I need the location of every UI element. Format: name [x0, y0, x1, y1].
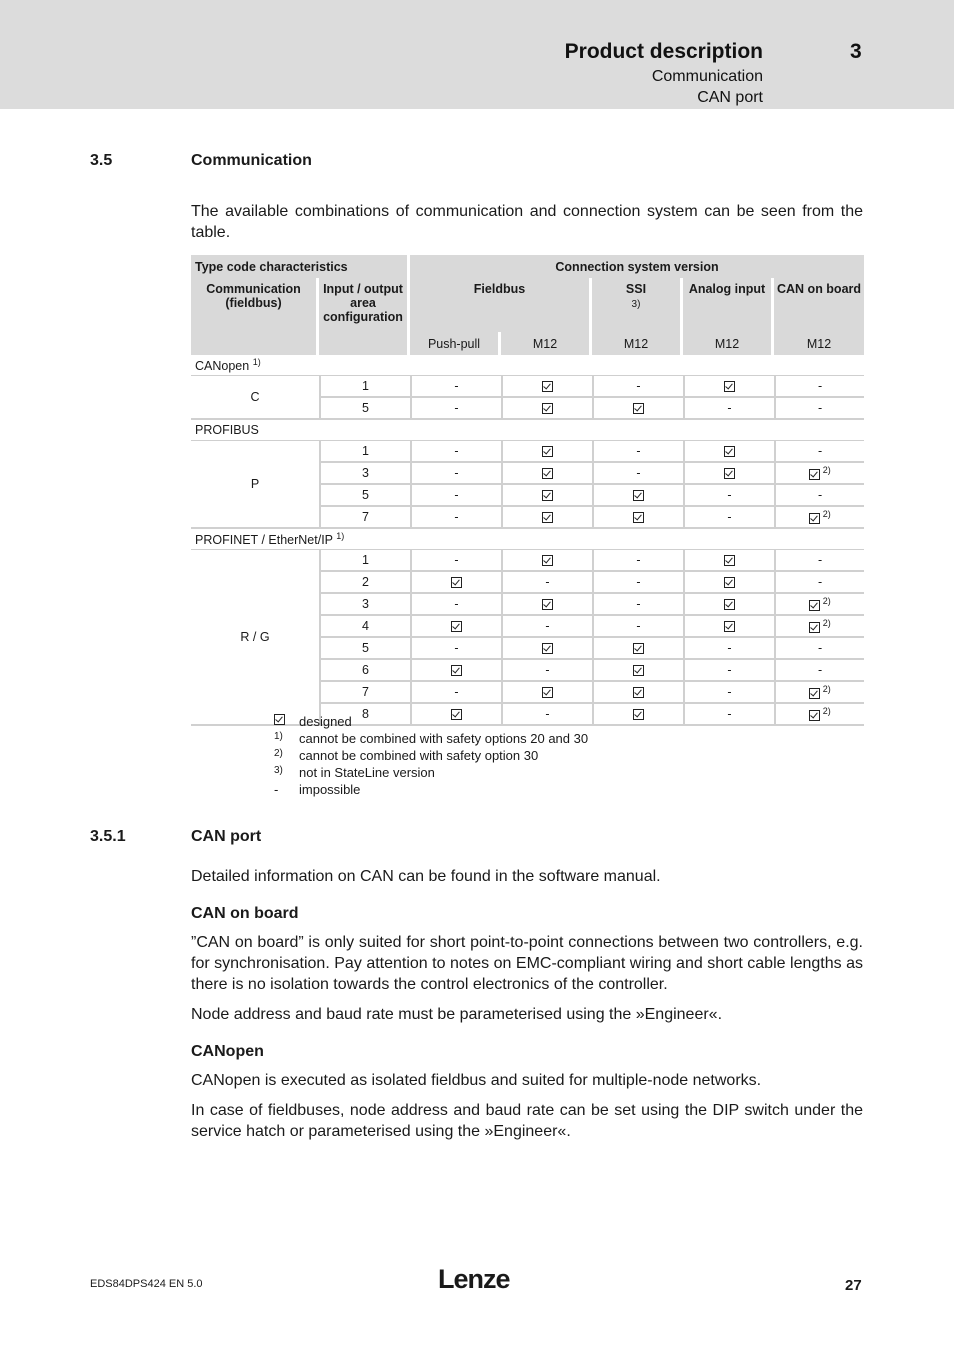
header-push-pull: Push-pull [410, 332, 501, 355]
cell: - [774, 572, 864, 594]
cell: - [410, 638, 501, 660]
cell [501, 398, 592, 420]
check-icon [542, 446, 553, 457]
check-icon [542, 599, 553, 610]
io-cell: 5 [319, 485, 410, 507]
header-spacer-io [319, 332, 410, 355]
cell: - [592, 572, 683, 594]
cell: - [501, 660, 592, 682]
header-band [0, 0, 954, 109]
cell: - [683, 398, 774, 420]
legend-check-icon [274, 714, 294, 725]
cell: - [592, 550, 683, 572]
cell: - [592, 376, 683, 398]
check-icon [724, 381, 735, 392]
cell [410, 704, 501, 726]
paragraph-can-info: Detailed information on CAN can be found in the software manual. [191, 868, 661, 885]
check-icon [809, 600, 820, 611]
paragraph-can-on-board: ”CAN on board” is only suited for short point-to-point connections between two controllers, e.g. for synchronisation. Pay attention to notes on EMC-compliant wiring and short cable lengths as there is no isolation towards the control electronics of the controller. [191, 934, 863, 993]
io-cell: 1 [319, 376, 410, 398]
group-profinet [191, 529, 864, 550]
header-connection-system: Connection system version [410, 255, 864, 278]
io-cell: 7 [319, 682, 410, 704]
cell: - [410, 594, 501, 616]
heading-can-on-board: CAN on board [191, 905, 299, 922]
header-m12-analog: M12 [683, 332, 774, 355]
cell: - [501, 616, 592, 638]
cell: - [774, 638, 864, 660]
cell: - [683, 682, 774, 704]
cell: - [410, 376, 501, 398]
cell: - [410, 398, 501, 420]
chapter-title: Product description [564, 40, 763, 63]
cell [501, 441, 592, 463]
cell: - [774, 441, 864, 463]
cell [410, 572, 501, 594]
check-icon [724, 599, 735, 610]
check-icon [451, 665, 462, 676]
cell: - [410, 507, 501, 529]
check-icon [633, 643, 644, 654]
io-cell: 3 [319, 463, 410, 485]
group-canopen-note: 1) [252, 356, 261, 367]
header-ssi-note: 3) [631, 299, 641, 310]
note-ref: 2) [820, 617, 831, 628]
note-ref: 2) [820, 683, 831, 694]
legend-symbol: - [274, 782, 279, 797]
header-ssi [592, 278, 683, 332]
cell [501, 682, 592, 704]
check-icon [542, 381, 553, 392]
cell [501, 376, 592, 398]
cell: - [683, 704, 774, 726]
header-analog-input: Analog input [683, 278, 774, 332]
check-icon [724, 468, 735, 479]
cell: - [774, 398, 864, 420]
cell [501, 550, 592, 572]
cell [592, 398, 683, 420]
check-icon [724, 577, 735, 588]
header-type-code: Type code characteristics [191, 255, 410, 278]
group-canopen-name: CANopen [195, 359, 250, 374]
legend-text: cannot be combined with safety option 30 [299, 748, 539, 763]
table-row [191, 441, 864, 463]
check-icon [633, 665, 644, 676]
check-icon [809, 513, 820, 524]
legend-symbol: 1) [274, 731, 283, 742]
check-icon [724, 555, 735, 566]
cell: - [592, 616, 683, 638]
cell: - [410, 485, 501, 507]
check-icon [633, 709, 644, 720]
io-cell: 5 [319, 638, 410, 660]
check-icon [633, 403, 644, 414]
cell: - [410, 682, 501, 704]
check-icon [542, 403, 553, 414]
chapter-number: 3 [850, 40, 862, 63]
cell [501, 638, 592, 660]
cell: - [592, 463, 683, 485]
section-number: 3.5 [90, 152, 113, 169]
cell: - [410, 441, 501, 463]
note-ref: 2) [820, 508, 831, 519]
header-m12-fieldbus: M12 [501, 332, 592, 355]
check-icon [542, 512, 553, 523]
group-profinet-note: 1) [336, 530, 345, 541]
cell: - [774, 550, 864, 572]
paragraph-canopen: CANopen is executed as isolated fieldbus and suited for multiple-node networks. [191, 1072, 762, 1089]
group-profinet-name: PROFINET / EtherNet/IP [195, 533, 333, 548]
cell: - [501, 704, 592, 726]
note-ref: 2) [820, 464, 831, 475]
check-icon [451, 709, 462, 720]
paragraph-fieldbus-dip: In case of fieldbuses, node address and baud rate can be set using the DIP switch under the service hatch or parameterised using the »Engineer«. [191, 1102, 863, 1140]
cell: - [501, 572, 592, 594]
cell: - [774, 660, 864, 682]
cell [683, 550, 774, 572]
subsection-number: 3.5.1 [90, 828, 126, 845]
io-cell: 6 [319, 660, 410, 682]
legend-text: designed [299, 714, 352, 729]
cell: - [592, 441, 683, 463]
check-icon [809, 469, 820, 480]
combination-table [191, 255, 864, 726]
check-icon [542, 490, 553, 501]
cell [774, 507, 864, 529]
legend-text: not in StateLine version [299, 765, 435, 780]
group-label-rg: R / G [191, 550, 319, 726]
check-icon [809, 710, 820, 721]
table-row [191, 376, 864, 398]
check-icon [451, 621, 462, 632]
cell [683, 572, 774, 594]
legend-symbol: 3) [274, 765, 283, 776]
cell: - [410, 463, 501, 485]
cell [592, 660, 683, 682]
header-subtitle-1: Communication [651, 68, 763, 85]
cell [410, 660, 501, 682]
cell [592, 638, 683, 660]
group-label-c: C [191, 376, 319, 420]
check-icon [542, 687, 553, 698]
section-intro: The available combinations of communication and connection system can be seen from the table. [191, 203, 863, 241]
header-can-on-board: CAN on board [774, 278, 864, 332]
cell: - [683, 660, 774, 682]
io-cell: 2 [319, 572, 410, 594]
cell [774, 682, 864, 704]
legend-text: cannot be combined with safety options 20 and 30 [299, 731, 589, 746]
cell [410, 616, 501, 638]
note-ref: 2) [820, 705, 831, 716]
header-io-config: Input / output area configuration [319, 278, 410, 332]
check-icon [724, 621, 735, 632]
check-icon [724, 446, 735, 457]
heading-canopen: CANopen [191, 1043, 264, 1060]
cell: - [683, 638, 774, 660]
cell: - [774, 376, 864, 398]
check-icon [633, 512, 644, 523]
legend-text: impossible [299, 782, 361, 797]
cell [501, 594, 592, 616]
io-cell: 1 [319, 441, 410, 463]
cell [774, 463, 864, 485]
check-icon [542, 555, 553, 566]
note-ref: 2) [820, 595, 831, 606]
cell [774, 704, 864, 726]
check-icon [542, 643, 553, 654]
check-icon [542, 468, 553, 479]
cell [592, 704, 683, 726]
cell [683, 616, 774, 638]
group-profibus: PROFIBUS [191, 420, 864, 441]
check-icon [809, 688, 820, 699]
cell [774, 594, 864, 616]
cell [683, 441, 774, 463]
cell [683, 463, 774, 485]
cell [592, 507, 683, 529]
cell: - [683, 485, 774, 507]
cell [683, 594, 774, 616]
legend-symbol: 2) [274, 748, 283, 759]
group-canopen [191, 355, 864, 376]
io-cell: 8 [319, 704, 410, 726]
check-icon [451, 577, 462, 588]
cell: - [683, 507, 774, 529]
cell [592, 682, 683, 704]
cell [774, 616, 864, 638]
cell: - [774, 485, 864, 507]
header-fieldbus: Fieldbus [410, 278, 592, 332]
io-cell: 7 [319, 507, 410, 529]
lenze-logo: Lenze [438, 1264, 510, 1294]
paragraph-node-address: Node address and baud rate must be parameterised using the »Engineer«. [191, 1006, 723, 1023]
table-row [191, 550, 864, 572]
check-icon [633, 687, 644, 698]
document-id: EDS84DPS424 EN 5.0 [90, 1278, 203, 1290]
io-cell: 4 [319, 616, 410, 638]
header-spacer-comm [191, 332, 319, 355]
io-cell: 5 [319, 398, 410, 420]
cell: - [592, 594, 683, 616]
header-m12-can: M12 [774, 332, 864, 355]
cell: - [410, 550, 501, 572]
page-number: 27 [845, 1277, 862, 1294]
group-label-p: P [191, 441, 319, 529]
cell [683, 376, 774, 398]
header-ssi-label: SSI [625, 282, 647, 296]
check-icon [809, 622, 820, 633]
cell [501, 485, 592, 507]
io-cell: 1 [319, 550, 410, 572]
header-communication: Communication (fieldbus) [191, 278, 319, 332]
check-icon [633, 490, 644, 501]
cell [592, 485, 683, 507]
cell [501, 463, 592, 485]
header-subtitle-2: CAN port [697, 89, 763, 106]
io-cell: 3 [319, 594, 410, 616]
cell [501, 507, 592, 529]
section-title: Communication [191, 152, 312, 169]
header-m12-ssi: M12 [592, 332, 683, 355]
subsection-title: CAN port [191, 828, 262, 845]
